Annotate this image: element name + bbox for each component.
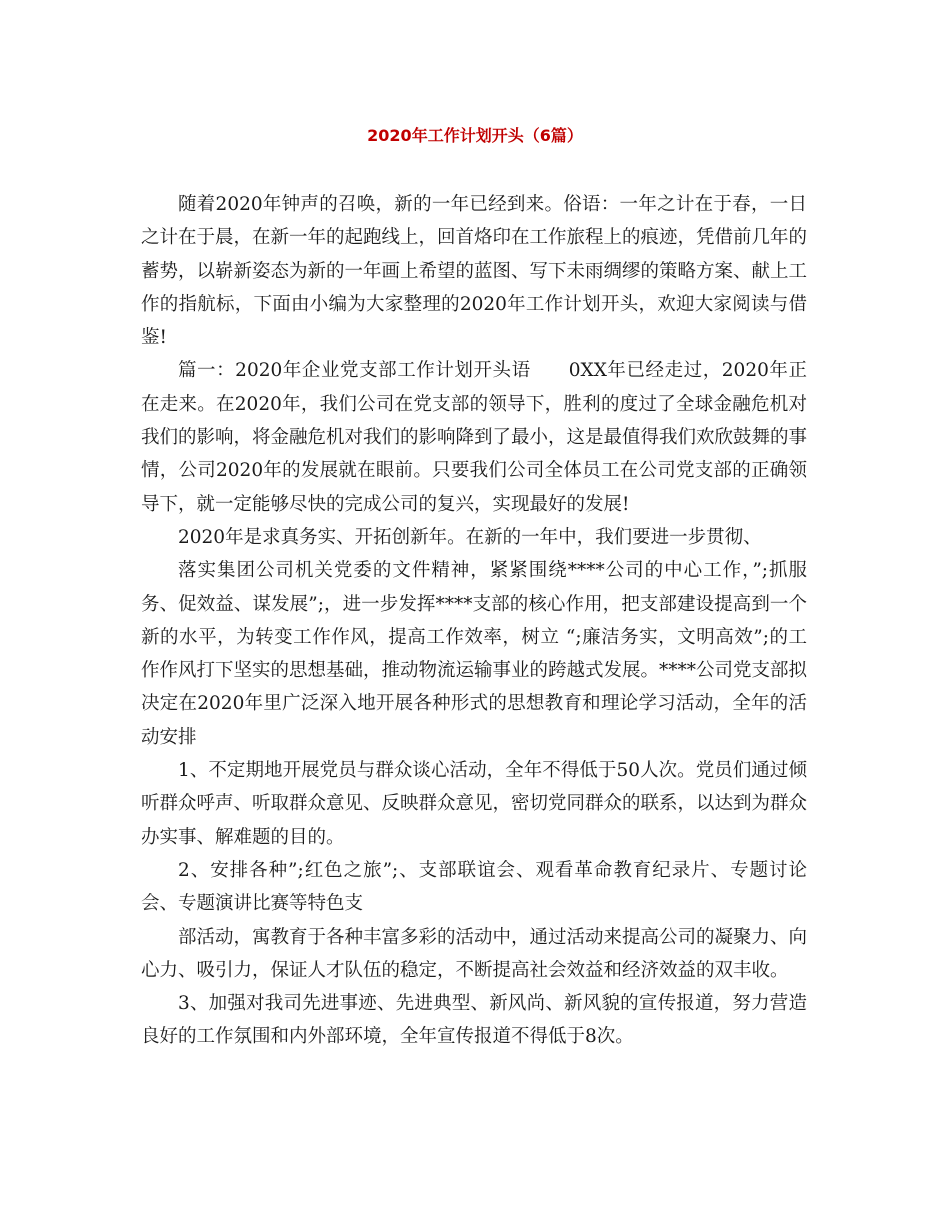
paragraph-year-theme: 2020年是求真务实、开拓创新年。在新的一年中，我们要进一步贯彻、 — [178, 526, 762, 548]
paragraph-item-3: 3、加强对我司先进事迹、先进典型、新风尚、新风貌的宣传报道，努力营造良好的工作氛围和内外部环境，全年宣传报道不得低于8次。 — [141, 993, 807, 1048]
paragraph-intro: 随着2020年钟声的召唤，新的一年已经到来。俗语：一年之计在于春，一日之计在于晨，在新一年的起跑线上，回首烙印在工作旅程上的痕迹，凭借前几年的蓄势，以崭新姿态为新的一年画上希望的蓝图、写下未雨绸缪的策略方案、献上工作的指航标，下面由小编为大家整理的2020年工作计划开头，欢迎大家阅读与借鉴! — [141, 194, 808, 349]
paragraph-item-2: 2、安排各种”;红色之旅”;、支部联谊会、观看革命教育纪录片、专题讨论会、专题演讲比赛等特色支 — [141, 859, 807, 915]
paragraph-item-2-continued: 部活动，寓教育于各种丰富多彩的活动中，通过活动来提高公司的凝聚力、向心力、吸引力，保证人才队伍的稳定，不断提高社会效益和经济效益的双丰收。 — [141, 926, 808, 981]
paragraph-item-1: 1、不定期地开展党员与群众谈心活动，全年不得低于50人次。党员们通过倾听群众呼声、听取群众意见、反映群众意见，密切党同群众的联系，以达到为群众办实事、解难题的目的。 — [141, 760, 808, 848]
document-title: 2020年工作计划开头（6篇） — [367, 126, 583, 145]
paragraph-part-one: 篇一：2020年企业党支部工作计划开头语 0XX年已经走过，2020年正在走来。在2020年，我们公司在党支部的领导下，胜利的度过了全球金融危机对我们的影响，将金融危机对我们的影响降到了最小，这是最值得我们欢欣鼓舞的事情，公司2020年的发展就在眼前。只要我们公司全体员工在公司党支部的正确领导下，就一定能够尽快的完成公司的复兴，实现最好的发展! — [141, 360, 808, 515]
document-body — [141, 188, 807, 1054]
paragraph-implementation: 落实集团公司机关党委的文件精神，紧紧围绕****公司的中心工作，”;抓服务、促效益、谋发展”;，进一步发挥****支部的核心作用，把支部建设提高到一个新的水平，为转变工作作风，提高工作效率，树立 “;廉洁务实，文明高效”;的工作作风打下坚实的思想基础，推动物流运输事业的跨越式发展。****公司党支部拟决定在2020年里广泛深入地开展各种形式的思想教育和理论学习活动，全年的活动安排 — [141, 560, 808, 748]
